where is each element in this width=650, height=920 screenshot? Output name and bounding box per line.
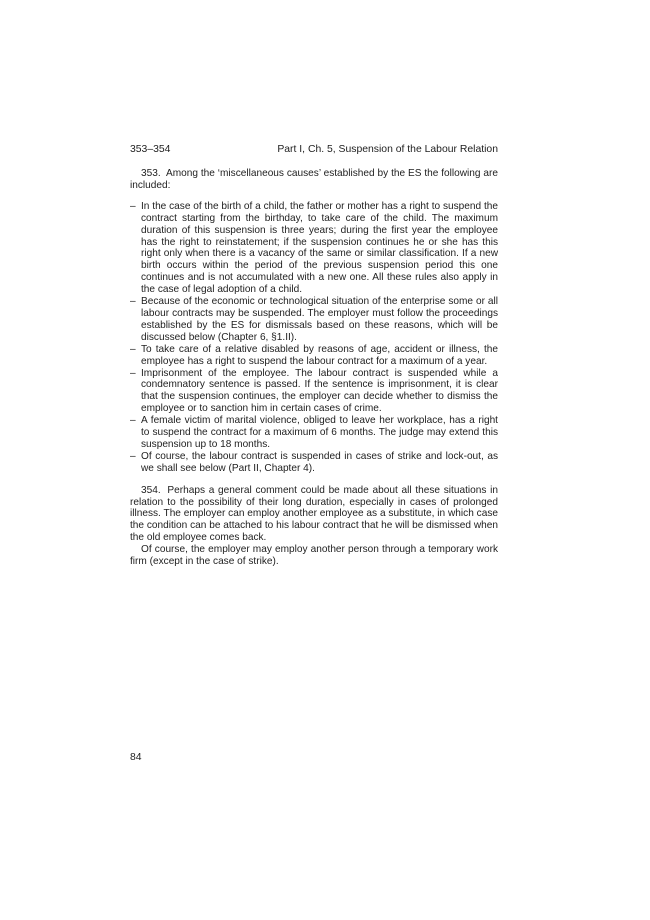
page-number: 84 [130,752,142,763]
dash-marker: – [130,450,136,462]
paragraph-number: 354. [141,484,161,496]
list-item [130,415,498,451]
header-chapter-title: Part I, Ch. 5, Suspension of the Labour Relation [277,144,498,155]
running-header [130,144,498,156]
list-item [130,344,498,368]
list-item-text: Of course, the labour contract is suspended in cases of strike and lock-out, as we shall see below (Part II, Chapter 4). [141,450,498,474]
list-item-text: In the case of the birth of a child, the father or mother has a right to suspend the contract starting from the birthday, to take care of the child. The maximum duration of this suspension is three years; during the first year the employee has the right to reinstatement; if the suspension continues he or she has this right only when there is a vacancy of the same or similar classification. If a new birth occurs within the period of the previous suspension period this one continues and is not accumulated with a new one. All these rules also apply in the case of legal adoption of a child. [141,200,498,296]
paragraph-354-continuation: Of course, the employer may employ another person through a temporary work firm (except in the case of strike). [130,544,498,568]
list-item-text: Because of the economic or technological situation of the enterprise some or all labour contracts may be suspended. The employer must follow the proceedings established by the ES for dismissals based on these reasons, which will be discussed below (Chapter 6, §1.II). [141,296,498,343]
paragraph-353 [130,168,498,192]
list-item-text: Imprisonment of the employee. The labour contract is suspended while a condemnatory sentence is passed. If the sentence is imprisonment, it is clear that the suspension continues, the employer can decide whether to dismiss the employee or to sanction him in certain cases of crime. [141,367,498,415]
dash-marker: – [130,200,136,212]
list-item [130,201,498,296]
paragraph-number: 353. [141,168,161,179]
paragraph-text: Perhaps a general comment could be made about all these situations in relation to the possibility of their long duration, especially in cases of prolonged illness. The employer can employ another employee as a substitute, in which case the condition can be attached to his labour contract that he will be dismissed when the old employee comes back. [130,484,498,544]
dash-marker: – [130,296,136,308]
paragraph-text: Among the ‘miscellaneous causes’ established by the ES the following are included: [130,168,498,191]
list-item-text: A female victim of marital violence, obliged to leave her workplace, has a right to suspend the contract for a maximum of 6 months. The judge may extend this suspension up to 18 months. [141,415,498,450]
dash-marker: – [130,367,136,379]
page-body [130,144,498,568]
list-item [130,451,498,475]
list-item-text: To take care of a relative disabled by reasons of age, accident or illness, the employee has a right to suspend the labour contract for a maximum of a year. [141,343,498,367]
list-item [130,368,498,416]
causes-list [130,201,498,475]
list-item [130,296,498,344]
header-section-range: 353–354 [130,144,171,155]
dash-marker: – [130,415,136,427]
dash-marker: – [130,343,136,355]
paragraph-354 [130,485,498,545]
